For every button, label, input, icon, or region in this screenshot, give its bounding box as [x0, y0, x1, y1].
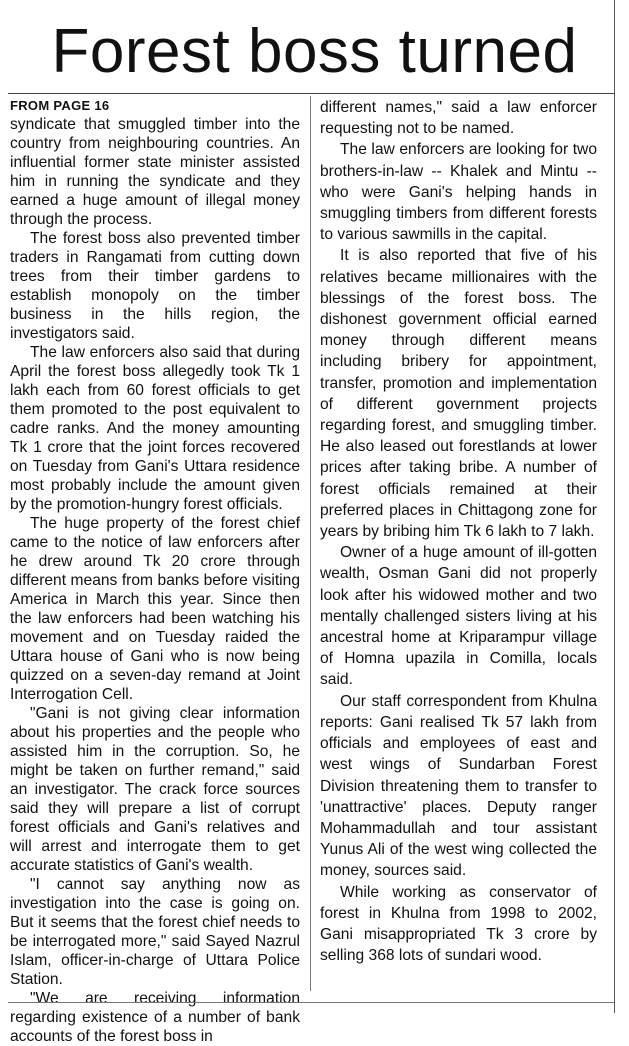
column-divider [310, 96, 311, 991]
article-paragraph: The forest boss also prevented timber traders in Rangamati from cutting down trees from their timber gardens to establish monopoly on the timber business in the hills region, the investigators said. [10, 230, 300, 342]
article-paragraph: Our staff correspondent from Khulna reports: Gani realised Tk 57 lakh from officials and employees of east and west wings of Sundarban Forest Division threatening them to transfer to 'unattractive' places. Deputy ranger Mohammadullah and tour assistant Yunus Ali of the west wing collected the money, sources said. [320, 692, 597, 880]
article-paragraph: "I cannot say anything now as investigation into the case is going on. But it seems that the forest chief needs to be interrogated more," said Sayed Nazrul Islam, officer-in-charge of Uttara Police Station. [10, 876, 300, 988]
headline: Forest boss turned [51, 17, 578, 86]
page-edge-rule [614, 0, 615, 1013]
article-paragraph: "We are receiving information regarding existence of a number of bank accounts of the forest boss in [10, 990, 300, 1045]
article-column-right [320, 97, 597, 966]
continuation-kicker: FROM PAGE 16 [10, 98, 110, 113]
article-paragraph: While working as conservator of forest in Khulna from 1998 to 2002, Gani misappropriated Tk 3 crore by selling 368 lots of sundari wood. [320, 883, 597, 965]
headline-rule [8, 93, 614, 94]
paragraph-text: syndicate that smuggled timber into the country from neighbouring countries. An influential former state minister assisted him in running the syndicate and they earned a huge amount of illegal money through the process. [10, 116, 300, 228]
article-paragraph: "Gani is not giving clear information about his properties and the people who assisted him in the corruption. So, he might be taken on further remand," said an investigator. The crack force sources said they will prepare a list of corrupt forest officials and Gani's relatives and will arrest and interrogate them to get accurate statistics of Gani's wealth. [10, 705, 300, 874]
article-paragraph: different names," said a law enforcer requesting not to be named. [320, 99, 597, 138]
bottom-rule [8, 1002, 614, 1003]
article-column-left [10, 96, 300, 1046]
article-paragraph: The law enforcers also said that during April the forest boss allegedly took Tk 1 lakh each from 60 forest officials to get them promoted to the post equivalent to cadre ranks. And the money amounting Tk 1 crore that the joint forces recovered on Tuesday from Gani's Uttara residence most probably include the amount given by the promotion-hungry forest officials. [10, 344, 300, 513]
article-paragraph: The law enforcers are looking for two brothers-in-law -- Khalek and Mintu -- who were Gani's helping hands in smuggling timbers from different forests to various sawmills in the capital. [320, 141, 597, 244]
article-paragraph: It is also reported that five of his relatives became millionaires with the blessings of the forest boss. The dishonest government official earned money through different means including bribery for appointment, transfer, promotion and implementation of different government projects regarding forest, and smuggling timber. He also leased out forestlands at lower prices after taking bribe. A number of forest officials remained at their preferred places in Chittagong zone for years by bribing him Tk 6 lakh to 7 lakh. [320, 247, 597, 541]
article-paragraph [10, 96, 300, 229]
article-paragraph: Owner of a huge amount of ill-gotten wealth, Osman Gani did not properly look after his widowed mother and two mentally challenged sisters living at his ancestral home at Kriparampur village of Homna upazila in Comilla, locals said. [320, 544, 597, 689]
article-paragraph: The huge property of the forest chief came to the notice of law enforcers after he drew around Tk 20 crore through different means from banks before visiting America in March this year. Since then the law enforcers had been watching his movement and on Tuesday raided the Uttara house of Gani who is now being quizzed on a seven-day remand at Joint Interrogation Cell. [10, 515, 300, 703]
